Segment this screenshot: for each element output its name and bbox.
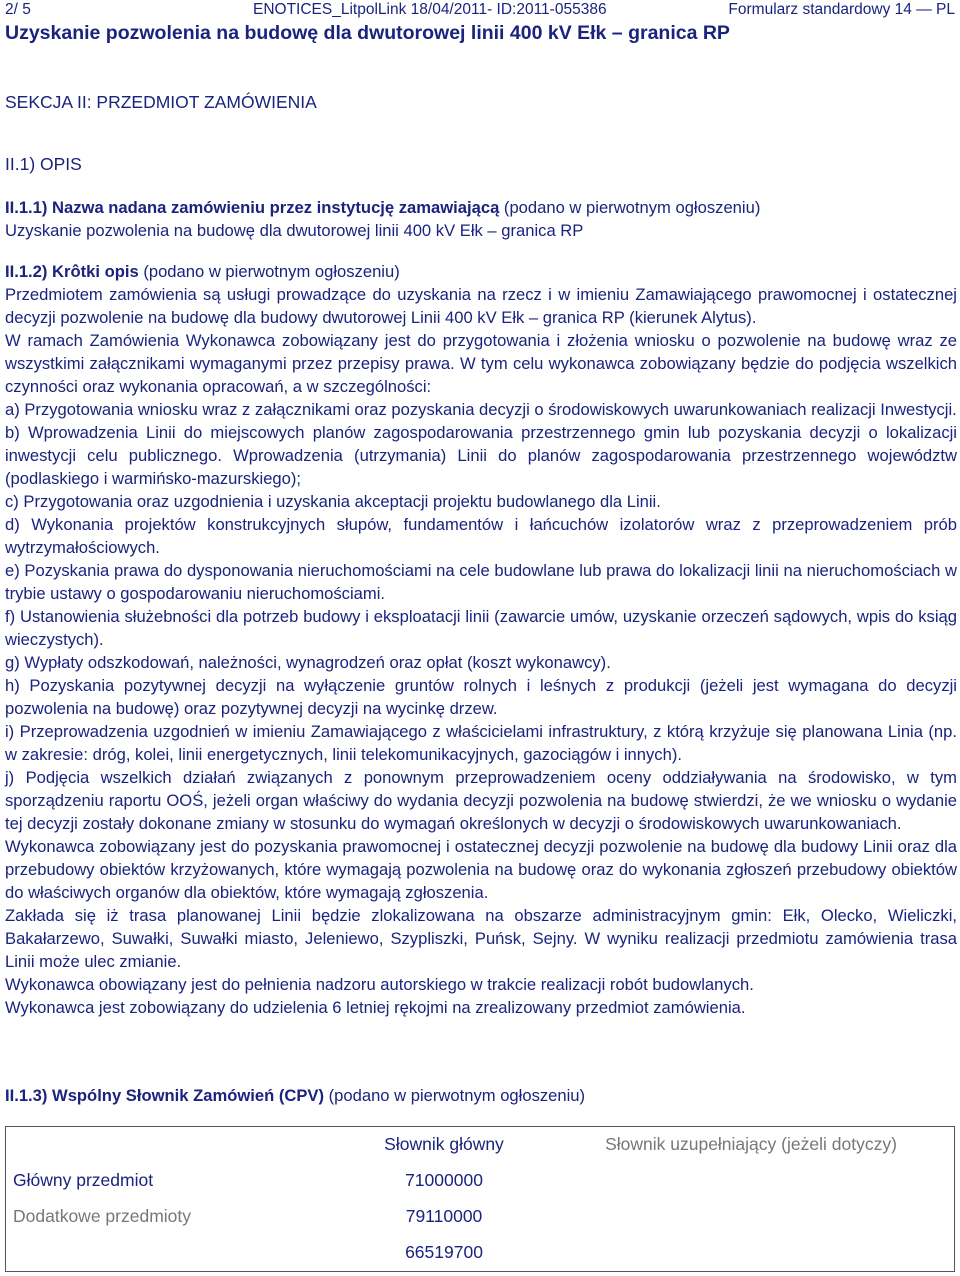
paragraph: W ramach Zamówienia Wykonawca zobowiązany jest do przygotowania i złożenia wniosku o pozwolenie na budowę wraz ze wszystkimi załącznikami wymaganymi przez przepisy prawa. W tym celu wykonawca zobowiązany będzie do podjęcia wszelkich czynności oraz wykonania opracowań, a w szczególności: [5,331,957,396]
table-row [5,1198,955,1234]
row-extra-label: Dodatkowe przedmioty [13,1205,191,1226]
col-main-header: Słownik główny [384,1133,504,1154]
item-3-note: (podano w pierwotnym ogłoszeniu) [328,1086,586,1105]
cpv-table [5,1126,955,1270]
row-main-label: Główny przedmiot [13,1169,154,1190]
form-name: Formularz standardowy 14 — PL [728,1,955,18]
row-extra-code: 66519700 [405,1241,483,1262]
item-3-heading: II.1.3) Wspólny Słownik Zamówień (CPV) [5,1086,325,1105]
document-title: Uzyskanie pozwolenia na budowę dla dwutorowej linii 400 kV Ełk – granica RP [5,22,730,44]
paragraph: h) Pozyskania pozytywnej decyzji na wyłączenie gruntów rolnych i leśnych z produkcji (jeżeli jest wymagana do decyzji pozwolenia na budowę) oraz pozytywnej decyzji na wycinkę drzew. [5,676,957,718]
paragraph: j) Podjęcia wszelkich działań związanych z ponownym przeprowadzeniem oceny oddziaływania na środowisko, w tym sporządzeniu raportu OOŚ, jeżeli organ właściwy do wydania decyzji pozwolenia na budowę stwierdzi, że we wniosku o wydanie tej decyzji zostały dokonane zmiany w stosunku do wymagań określonych w decyzji o środowiskowych uwarunkowaniach. [5,768,957,833]
paragraph: Wykonawca jest zobowiązany do udzielenia 6 letniej rękojmi na zrealizowany przedmiot zamówienia. [5,998,746,1017]
section-title: SEKCJA II: PRZEDMIOT ZAMÓWIENIA [5,92,317,112]
item-2-heading: II.1.2) Krôtki opis [5,262,139,281]
item-1-text: Uzyskanie pozwolenia na budowę dla dwutorowej linii 400 kV Ełk – granica RP [5,221,584,240]
paragraph: b) Wprowadzenia Linii do miejscowych planów zagospodarowania przestrzennego gmin lub pozyskania decyzji o lokalizacji inwestycji celu publicznego. Wprowadzenia (utrzymania) Linii do planów zagospodarowania przestrzennego województw (podlaskiego i warmińsko-mazurskiego); [5,423,957,488]
paragraph: Wykonawca obowiązany jest do pełnienia nadzoru autorskiego w trakcie realizacji robót budowlanych. [5,975,754,994]
paragraph: g) Wypłaty odszkodowań, należności, wynagrodzeń oraz opłat (koszt wykonawcy). [5,653,611,672]
table-row [5,1126,955,1162]
paragraph: i) Przeprowadzenia uzgodnień w imieniu Zamawiającego z właścicielami infrastruktury, z którą krzyżuje się planowana Linia (np. w zakresie: dróg, kolei, linii energetycznych, linii telekomunikacyjnych, gazociągów i innych). [5,722,957,764]
item-3 [5,1084,957,1107]
item-1-heading: II.1.1) Nazwa nadana zamówieniu przez instytucję zamawiającą [5,198,500,217]
item-1-note: (podano w pierwotnym ogłoszeniu) [503,198,761,217]
row-main-code: 71000000 [405,1169,483,1190]
notice-id: ENOTICES_LitpolLink 18/04/2011- ID:2011-055386 [253,1,607,18]
paragraph: Wykonawca zobowiązany jest do pozyskania prawomocnej i ostatecznej decyzji pozwolenie na budowę dla budowy Linii oraz dla przebudowy obiektów krzyżowanych, które wymagają pozwolenia na budowę oraz do wykonania zgłoszeń przebudowy obiektów do właściwych organów dla obiektów, które wymagają zgłoszenia. [5,837,957,902]
page-header [5,0,955,20]
paragraph: Przedmiotem zamówienia są usługi prowadzące do uzyskania na rzecz i w imieniu Zamawiającego prawomocnej i ostatecznej decyzji pozwolenie na budowę dla budowy dwutorowej Linii 400 kV Ełk – granica RP (kierunek Alytus). [5,285,957,327]
paragraph: a) Przygotowania wniosku wraz z załącznikami oraz pozyskania decyzji o środowiskowych uwarunkowaniach realizacji Inwestycji. [5,400,957,419]
paragraph: c) Przygotowania oraz uzgodnienia i uzyskania akceptacji projektu budowlanego dla Linii. [5,492,661,511]
item-2-note: (podano w pierwotnym ogłoszeniu) [143,262,400,281]
page-number: 2/ 5 [5,1,31,18]
subsection-title: II.1) OPIS [5,154,82,174]
paragraph: f) Ustanowienia służebności dla potrzeb budowy i eksploatacji linii (zawarcie umów, uzyskanie orzeczeń sądowych, wpis do ksiąg wieczystych). [5,607,957,649]
table-row [5,1162,955,1198]
row-extra-code: 79110000 [405,1205,483,1226]
table-row [5,1234,955,1270]
col-extra-header: Słownik uzupełniający (jeżeli dotyczy) [605,1133,897,1154]
paragraph: Zakłada się iż trasa planowanej Linii będzie zlokalizowana na obszarze administracyjnym gmin: Ełk, Olecko, Wieliczki, Bakałarzewo, Suwałki, Suwałki miasto, Jeleniewo, Szypliszki, Puńsk, Sejny. W wyniku realizacji przedmiotu zamówienia trasa Linii może ulec zmianie. [5,906,957,971]
paragraph: d) Wykonania projektów konstrukcyjnych słupów, fundamentów i łańcuchów izolatorów wraz z przeprowadzeniem prób wytrzymałościowych. [5,515,957,557]
item-2 [5,260,957,1019]
item-1 [5,196,957,242]
paragraph: e) Pozyskania prawa do dysponowania nieruchomościami na cele budowlane lub prawa do lokalizacji linii na nieruchomościach w trybie ustawy o gospodarowaniu nieruchomościami. [5,561,957,603]
